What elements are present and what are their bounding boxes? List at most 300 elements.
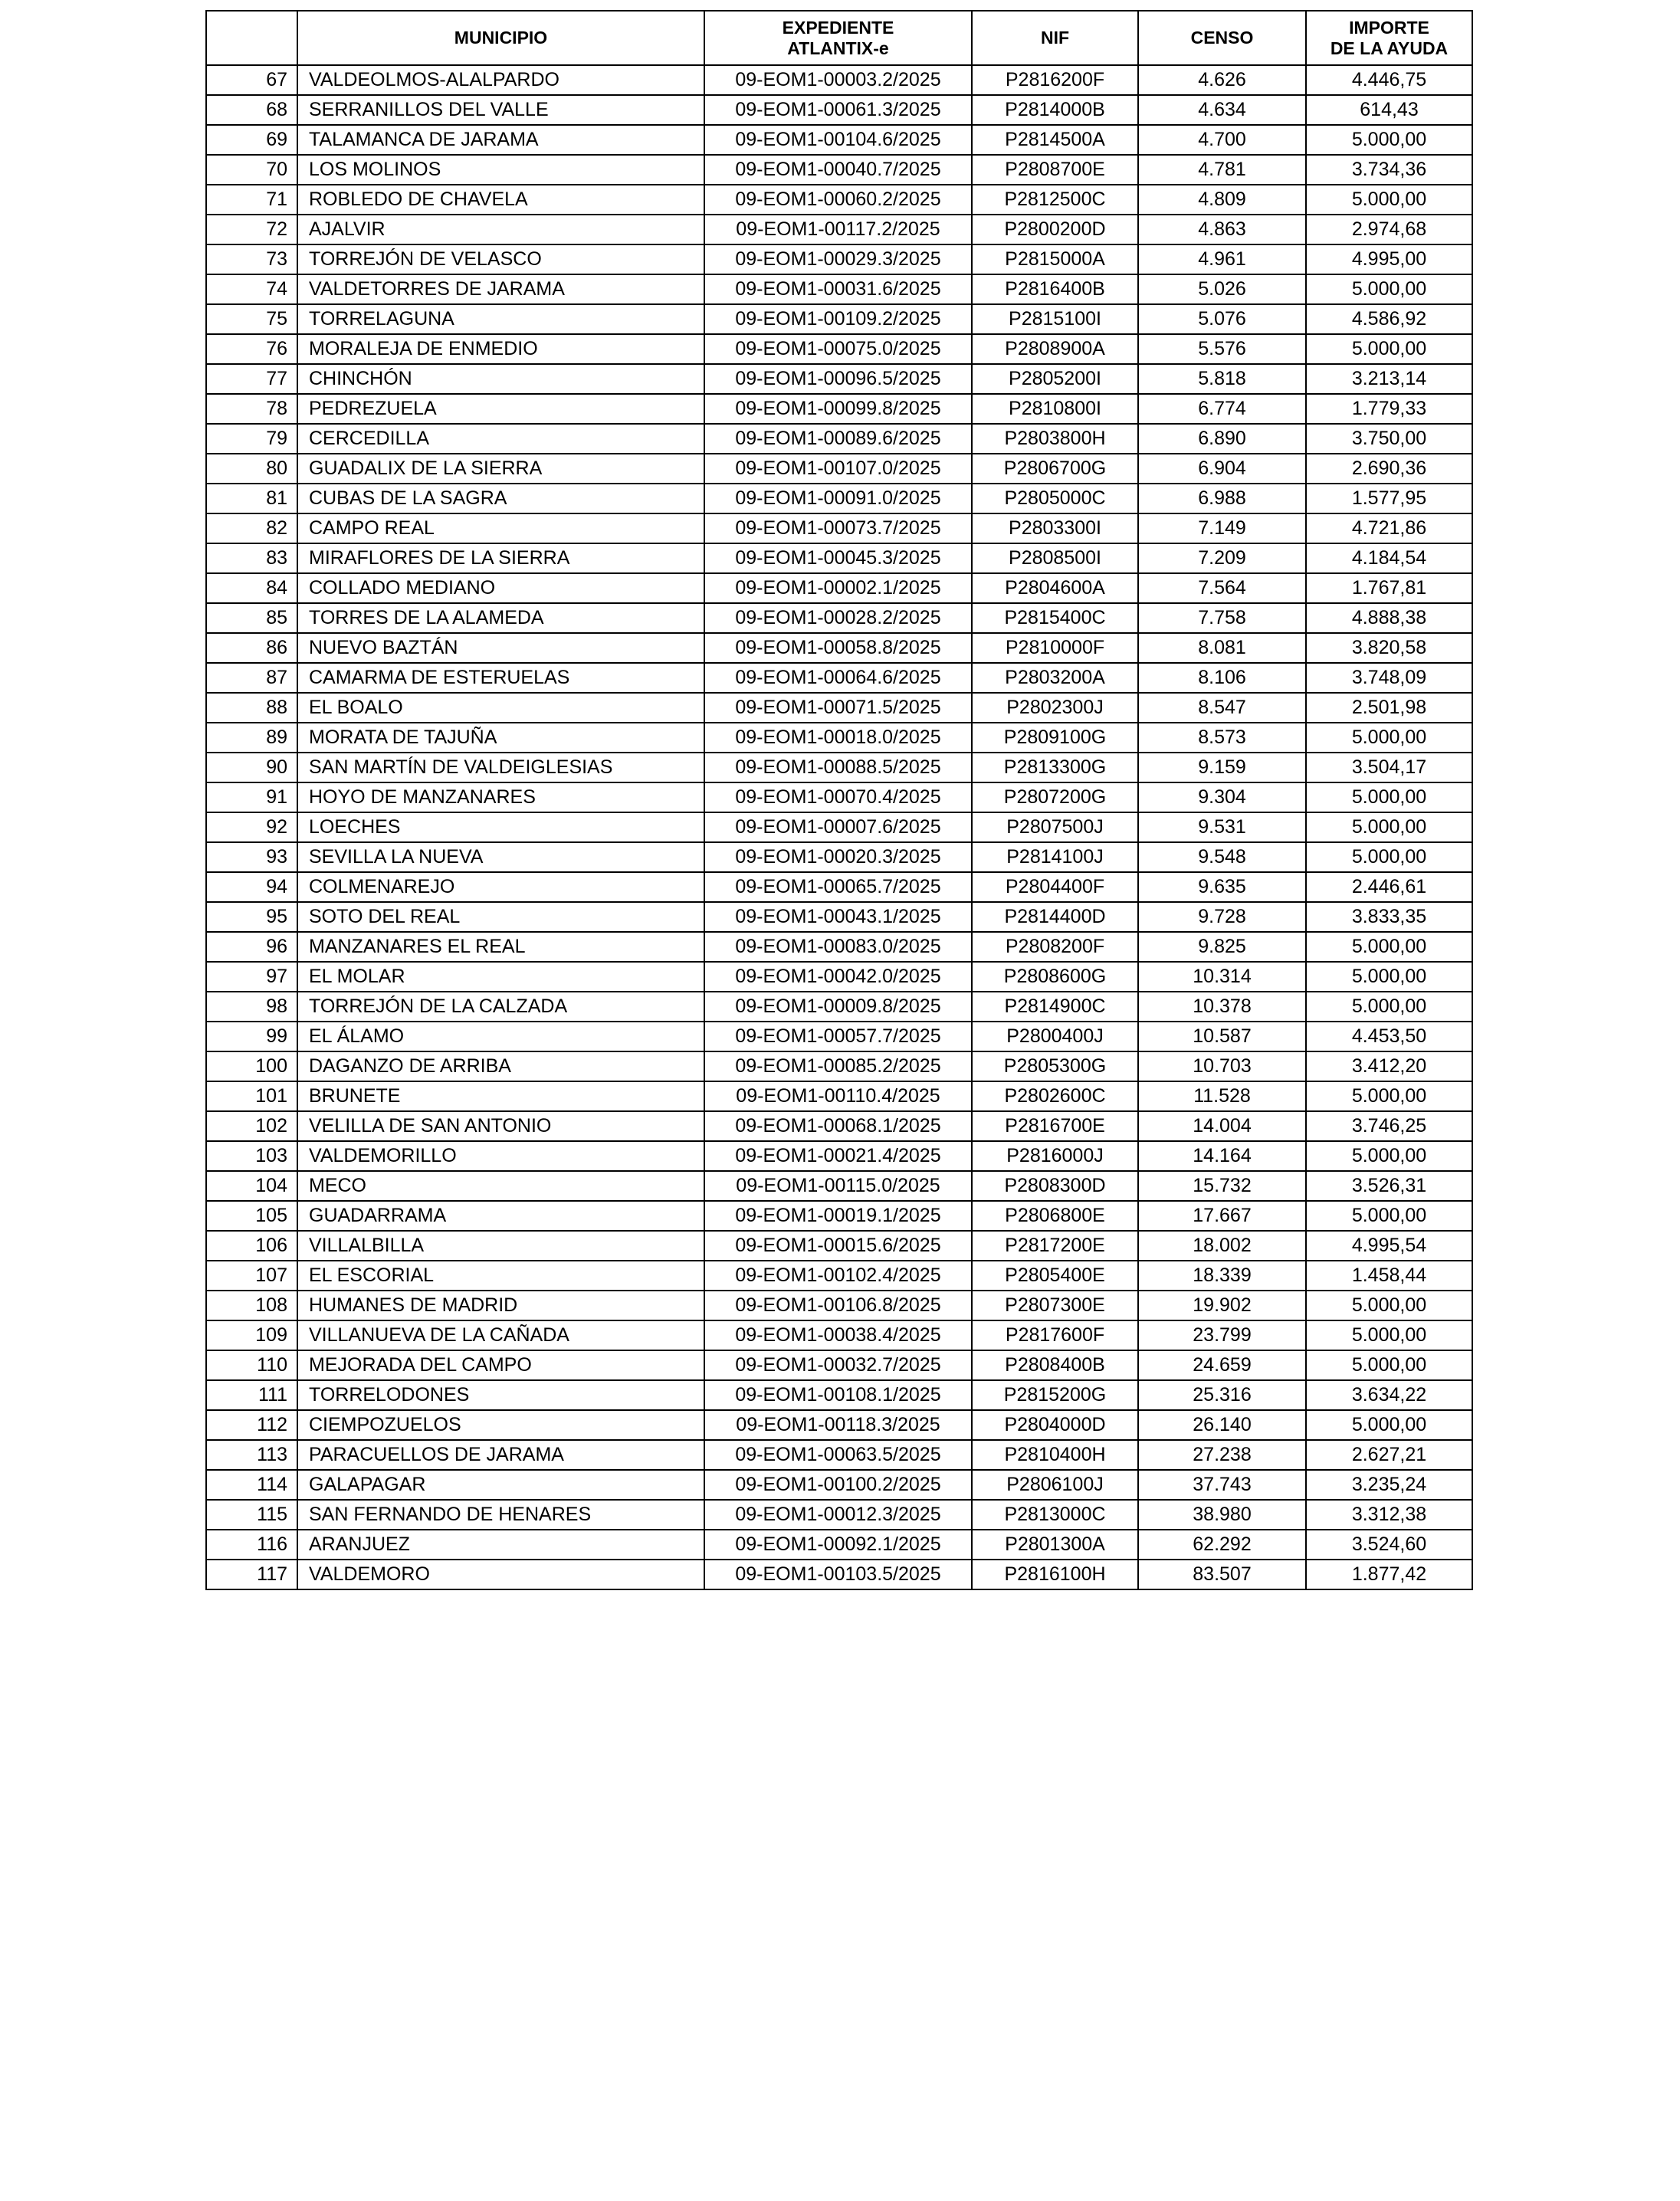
cell-importe: 5.000,00 (1306, 1410, 1472, 1440)
cell-censo: 6.904 (1138, 454, 1306, 484)
cell-censo: 25.316 (1138, 1380, 1306, 1410)
cell-expediente: 09-EOM1-00106.8/2025 (704, 1291, 972, 1320)
cell-importe: 5.000,00 (1306, 1350, 1472, 1380)
table-row (206, 782, 1472, 812)
cell-num: 108 (206, 1291, 297, 1320)
table-row (206, 1201, 1472, 1231)
table-row (206, 753, 1472, 782)
cell-num: 109 (206, 1320, 297, 1350)
cell-censo: 9.548 (1138, 842, 1306, 872)
cell-nif: P2814000B (972, 95, 1138, 125)
table-row (206, 1171, 1472, 1201)
table-row (206, 1440, 1472, 1470)
cell-expediente: 09-EOM1-00071.5/2025 (704, 693, 972, 723)
cell-num: 93 (206, 842, 297, 872)
header-num (206, 11, 297, 65)
cell-municipio: LOECHES (297, 812, 704, 842)
cell-censo: 7.149 (1138, 513, 1306, 543)
cell-num: 115 (206, 1500, 297, 1530)
cell-num: 89 (206, 723, 297, 753)
table-row (206, 902, 1472, 932)
header-censo: CENSO (1138, 11, 1306, 65)
cell-municipio: MORATA DE TAJUÑA (297, 723, 704, 753)
cell-num: 99 (206, 1022, 297, 1051)
cell-municipio: DAGANZO DE ARRIBA (297, 1051, 704, 1081)
cell-expediente: 09-EOM1-00042.0/2025 (704, 962, 972, 992)
cell-censo: 6.988 (1138, 484, 1306, 513)
cell-municipio: MIRAFLORES DE LA SIERRA (297, 543, 704, 573)
cell-expediente: 09-EOM1-00043.1/2025 (704, 902, 972, 932)
cell-nif: P2806800E (972, 1201, 1138, 1231)
table-row (206, 603, 1472, 633)
cell-municipio: CHINCHÓN (297, 364, 704, 394)
cell-municipio: EL ÁLAMO (297, 1022, 704, 1051)
cell-censo: 27.238 (1138, 1440, 1306, 1470)
cell-municipio: MECO (297, 1171, 704, 1201)
cell-importe: 3.734,36 (1306, 155, 1472, 185)
cell-censo: 18.339 (1138, 1261, 1306, 1291)
table-row (206, 1022, 1472, 1051)
cell-expediente: 09-EOM1-00108.1/2025 (704, 1380, 972, 1410)
cell-num: 94 (206, 872, 297, 902)
table-body (206, 65, 1472, 1589)
cell-importe: 3.524,60 (1306, 1530, 1472, 1560)
cell-expediente: 09-EOM1-00019.1/2025 (704, 1201, 972, 1231)
cell-nif: P2814100J (972, 842, 1138, 872)
cell-importe: 5.000,00 (1306, 842, 1472, 872)
cell-importe: 4.888,38 (1306, 603, 1472, 633)
cell-censo: 4.700 (1138, 125, 1306, 155)
cell-expediente: 09-EOM1-00110.4/2025 (704, 1081, 972, 1111)
cell-importe: 4.184,54 (1306, 543, 1472, 573)
cell-municipio: PEDREZUELA (297, 394, 704, 424)
cell-num: 88 (206, 693, 297, 723)
table-row (206, 932, 1472, 962)
cell-nif: P2807200G (972, 782, 1138, 812)
table-row (206, 1560, 1472, 1589)
cell-importe: 4.995,00 (1306, 244, 1472, 274)
cell-expediente: 09-EOM1-00029.3/2025 (704, 244, 972, 274)
cell-importe: 3.312,38 (1306, 1500, 1472, 1530)
cell-expediente: 09-EOM1-00102.4/2025 (704, 1261, 972, 1291)
cell-municipio: VALDEMORO (297, 1560, 704, 1589)
cell-num: 100 (206, 1051, 297, 1081)
cell-importe: 5.000,00 (1306, 992, 1472, 1022)
table-row (206, 1141, 1472, 1171)
cell-municipio: GALAPAGAR (297, 1470, 704, 1500)
cell-municipio: GUADALIX DE LA SIERRA (297, 454, 704, 484)
cell-municipio: VILLALBILLA (297, 1231, 704, 1261)
table-row (206, 1350, 1472, 1380)
table-row (206, 842, 1472, 872)
cell-censo: 26.140 (1138, 1410, 1306, 1440)
cell-municipio: NUEVO BAZTÁN (297, 633, 704, 663)
cell-nif: P2815100I (972, 304, 1138, 334)
cell-censo: 8.081 (1138, 633, 1306, 663)
cell-num: 69 (206, 125, 297, 155)
cell-importe: 1.767,81 (1306, 573, 1472, 603)
table-row (206, 1320, 1472, 1350)
cell-num: 92 (206, 812, 297, 842)
cell-num: 91 (206, 782, 297, 812)
cell-expediente: 09-EOM1-00061.3/2025 (704, 95, 972, 125)
cell-nif: P2815400C (972, 603, 1138, 633)
cell-importe: 2.974,68 (1306, 215, 1472, 244)
cell-censo: 4.961 (1138, 244, 1306, 274)
cell-expediente: 09-EOM1-00073.7/2025 (704, 513, 972, 543)
cell-municipio: TORRES DE LA ALAMEDA (297, 603, 704, 633)
cell-expediente: 09-EOM1-00092.1/2025 (704, 1530, 972, 1560)
cell-nif: P2803800H (972, 424, 1138, 454)
cell-num: 105 (206, 1201, 297, 1231)
cell-importe: 1.577,95 (1306, 484, 1472, 513)
cell-num: 95 (206, 902, 297, 932)
cell-num: 82 (206, 513, 297, 543)
cell-municipio: COLMENAREJO (297, 872, 704, 902)
cell-expediente: 09-EOM1-00057.7/2025 (704, 1022, 972, 1051)
cell-nif: P2814400D (972, 902, 1138, 932)
cell-nif: P2807500J (972, 812, 1138, 842)
cell-censo: 10.378 (1138, 992, 1306, 1022)
cell-municipio: MEJORADA DEL CAMPO (297, 1350, 704, 1380)
table-row (206, 992, 1472, 1022)
cell-num: 80 (206, 454, 297, 484)
cell-nif: P2816100H (972, 1560, 1138, 1589)
cell-importe: 4.586,92 (1306, 304, 1472, 334)
cell-nif: P2810400H (972, 1440, 1138, 1470)
cell-nif: P2802300J (972, 693, 1138, 723)
cell-nif: P2800400J (972, 1022, 1138, 1051)
cell-expediente: 09-EOM1-00109.2/2025 (704, 304, 972, 334)
cell-nif: P2810800I (972, 394, 1138, 424)
cell-num: 83 (206, 543, 297, 573)
cell-nif: P2804400F (972, 872, 1138, 902)
cell-expediente: 09-EOM1-00021.4/2025 (704, 1141, 972, 1171)
table-row (206, 633, 1472, 663)
table-row (206, 1291, 1472, 1320)
table-row (206, 185, 1472, 215)
table-row (206, 1530, 1472, 1560)
cell-municipio: ARANJUEZ (297, 1530, 704, 1560)
cell-municipio: TORRELAGUNA (297, 304, 704, 334)
cell-nif: P2808300D (972, 1171, 1138, 1201)
table-row (206, 543, 1472, 573)
cell-censo: 11.528 (1138, 1081, 1306, 1111)
cell-nif: P2808900A (972, 334, 1138, 364)
cell-importe: 5.000,00 (1306, 334, 1472, 364)
cell-nif: P2801300A (972, 1530, 1138, 1560)
header-importe-line1: IMPORTE (1349, 17, 1429, 38)
cell-importe: 5.000,00 (1306, 274, 1472, 304)
cell-municipio: PARACUELLOS DE JARAMA (297, 1440, 704, 1470)
cell-nif: P2810000F (972, 633, 1138, 663)
cell-nif: P2817600F (972, 1320, 1138, 1350)
cell-num: 86 (206, 633, 297, 663)
cell-importe: 4.453,50 (1306, 1022, 1472, 1051)
cell-num: 96 (206, 932, 297, 962)
cell-municipio: MORALEJA DE ENMEDIO (297, 334, 704, 364)
cell-expediente: 09-EOM1-00002.1/2025 (704, 573, 972, 603)
cell-importe: 3.748,09 (1306, 663, 1472, 693)
cell-num: 110 (206, 1350, 297, 1380)
cell-expediente: 09-EOM1-00089.6/2025 (704, 424, 972, 454)
cell-nif: P2803200A (972, 663, 1138, 693)
cell-importe: 3.833,35 (1306, 902, 1472, 932)
cell-municipio: TALAMANCA DE JARAMA (297, 125, 704, 155)
cell-expediente: 09-EOM1-00045.3/2025 (704, 543, 972, 573)
table-row (206, 1380, 1472, 1410)
cell-expediente: 09-EOM1-00065.7/2025 (704, 872, 972, 902)
cell-municipio: VILLANUEVA DE LA CAÑADA (297, 1320, 704, 1350)
cell-nif: P2800200D (972, 215, 1138, 244)
table-row (206, 454, 1472, 484)
cell-importe: 3.820,58 (1306, 633, 1472, 663)
header-importe-line2: DE LA AYUDA (1330, 38, 1449, 58)
cell-num: 73 (206, 244, 297, 274)
cell-importe: 5.000,00 (1306, 125, 1472, 155)
cell-importe: 1.458,44 (1306, 1261, 1472, 1291)
cell-censo: 4.626 (1138, 65, 1306, 95)
cell-municipio: TORRELODONES (297, 1380, 704, 1410)
cell-censo: 5.026 (1138, 274, 1306, 304)
cell-num: 74 (206, 274, 297, 304)
cell-censo: 5.818 (1138, 364, 1306, 394)
cell-nif: P2816400B (972, 274, 1138, 304)
cell-importe: 4.446,75 (1306, 65, 1472, 95)
cell-nif: P2816000J (972, 1141, 1138, 1171)
table-row (206, 1470, 1472, 1500)
cell-censo: 4.634 (1138, 95, 1306, 125)
cell-expediente: 09-EOM1-00040.7/2025 (704, 155, 972, 185)
cell-nif: P2803300I (972, 513, 1138, 543)
cell-nif: P2805200I (972, 364, 1138, 394)
cell-importe: 5.000,00 (1306, 932, 1472, 962)
table-row (206, 1500, 1472, 1530)
cell-importe: 3.526,31 (1306, 1171, 1472, 1201)
header-expediente-line1: EXPEDIENTE (782, 17, 894, 38)
cell-num: 98 (206, 992, 297, 1022)
cell-censo: 7.758 (1138, 603, 1306, 633)
table-row (206, 1410, 1472, 1440)
cell-nif: P2813300G (972, 753, 1138, 782)
cell-nif: P2808600G (972, 962, 1138, 992)
cell-expediente: 09-EOM1-00015.6/2025 (704, 1231, 972, 1261)
cell-importe: 1.877,42 (1306, 1560, 1472, 1589)
table-row (206, 872, 1472, 902)
cell-nif: P2802600C (972, 1081, 1138, 1111)
cell-expediente: 09-EOM1-00064.6/2025 (704, 663, 972, 693)
cell-censo: 37.743 (1138, 1470, 1306, 1500)
cell-municipio: SERRANILLOS DEL VALLE (297, 95, 704, 125)
cell-municipio: EL BOALO (297, 693, 704, 723)
cell-nif: P2805300G (972, 1051, 1138, 1081)
cell-expediente: 09-EOM1-00085.2/2025 (704, 1051, 972, 1081)
table-row (206, 304, 1472, 334)
cell-nif: P2814900C (972, 992, 1138, 1022)
cell-num: 103 (206, 1141, 297, 1171)
cell-censo: 8.573 (1138, 723, 1306, 753)
cell-expediente: 09-EOM1-00012.3/2025 (704, 1500, 972, 1530)
table-row (206, 334, 1472, 364)
cell-censo: 9.159 (1138, 753, 1306, 782)
cell-municipio: GUADARRAMA (297, 1201, 704, 1231)
cell-importe: 2.690,36 (1306, 454, 1472, 484)
cell-importe: 2.446,61 (1306, 872, 1472, 902)
cell-expediente: 09-EOM1-00028.2/2025 (704, 603, 972, 633)
cell-num: 70 (206, 155, 297, 185)
cell-nif: P2808700E (972, 155, 1138, 185)
cell-expediente: 09-EOM1-00032.7/2025 (704, 1350, 972, 1380)
cell-expediente: 09-EOM1-00020.3/2025 (704, 842, 972, 872)
cell-importe: 3.235,24 (1306, 1470, 1472, 1500)
cell-municipio: TORREJÓN DE VELASCO (297, 244, 704, 274)
cell-municipio: VALDETORRES DE JARAMA (297, 274, 704, 304)
header-expediente-line2: ATLANTIX-e (787, 38, 889, 58)
cell-municipio: SOTO DEL REAL (297, 902, 704, 932)
cell-importe: 614,43 (1306, 95, 1472, 125)
cell-expediente: 09-EOM1-00096.5/2025 (704, 364, 972, 394)
table-row (206, 215, 1472, 244)
cell-nif: P2805400E (972, 1261, 1138, 1291)
cell-censo: 4.781 (1138, 155, 1306, 185)
table-row (206, 1111, 1472, 1141)
cell-expediente: 09-EOM1-00018.0/2025 (704, 723, 972, 753)
cell-num: 71 (206, 185, 297, 215)
cell-importe: 3.504,17 (1306, 753, 1472, 782)
cell-municipio: TORREJÓN DE LA CALZADA (297, 992, 704, 1022)
table-row (206, 693, 1472, 723)
cell-num: 104 (206, 1171, 297, 1201)
table-row (206, 1081, 1472, 1111)
cell-num: 76 (206, 334, 297, 364)
cell-expediente: 09-EOM1-00009.8/2025 (704, 992, 972, 1022)
table-row (206, 65, 1472, 95)
cell-importe: 3.634,22 (1306, 1380, 1472, 1410)
cell-municipio: CUBAS DE LA SAGRA (297, 484, 704, 513)
cell-censo: 15.732 (1138, 1171, 1306, 1201)
header-nif: NIF (972, 11, 1138, 65)
cell-expediente: 09-EOM1-00100.2/2025 (704, 1470, 972, 1500)
cell-censo: 10.314 (1138, 962, 1306, 992)
cell-expediente: 09-EOM1-00117.2/2025 (704, 215, 972, 244)
cell-censo: 38.980 (1138, 1500, 1306, 1530)
cell-municipio: CIEMPOZUELOS (297, 1410, 704, 1440)
cell-importe: 3.412,20 (1306, 1051, 1472, 1081)
cell-municipio: VALDEMORILLO (297, 1141, 704, 1171)
cell-num: 102 (206, 1111, 297, 1141)
cell-municipio: VALDEOLMOS-ALALPARDO (297, 65, 704, 95)
cell-municipio: HUMANES DE MADRID (297, 1291, 704, 1320)
cell-nif: P2804600A (972, 573, 1138, 603)
table-row (206, 513, 1472, 543)
cell-num: 113 (206, 1440, 297, 1470)
cell-num: 112 (206, 1410, 297, 1440)
table-row (206, 663, 1472, 693)
cell-nif: P2815000A (972, 244, 1138, 274)
cell-municipio: MANZANARES EL REAL (297, 932, 704, 962)
cell-expediente: 09-EOM1-00038.4/2025 (704, 1320, 972, 1350)
cell-num: 72 (206, 215, 297, 244)
cell-censo: 4.863 (1138, 215, 1306, 244)
cell-num: 79 (206, 424, 297, 454)
cell-censo: 10.587 (1138, 1022, 1306, 1051)
table-row (206, 1261, 1472, 1291)
cell-expediente: 09-EOM1-00103.5/2025 (704, 1560, 972, 1589)
cell-nif: P2814500A (972, 125, 1138, 155)
cell-expediente: 09-EOM1-00007.6/2025 (704, 812, 972, 842)
cell-censo: 9.531 (1138, 812, 1306, 842)
cell-nif: P2812500C (972, 185, 1138, 215)
cell-num: 84 (206, 573, 297, 603)
cell-municipio: CAMARMA DE ESTERUELAS (297, 663, 704, 693)
cell-importe: 2.501,98 (1306, 693, 1472, 723)
cell-expediente: 09-EOM1-00031.6/2025 (704, 274, 972, 304)
cell-importe: 5.000,00 (1306, 1201, 1472, 1231)
cell-importe: 5.000,00 (1306, 723, 1472, 753)
header-municipio: MUNICIPIO (297, 11, 704, 65)
table-row (206, 573, 1472, 603)
cell-importe: 5.000,00 (1306, 782, 1472, 812)
cell-censo: 9.825 (1138, 932, 1306, 962)
cell-censo: 62.292 (1138, 1530, 1306, 1560)
cell-expediente: 09-EOM1-00070.4/2025 (704, 782, 972, 812)
cell-censo: 9.304 (1138, 782, 1306, 812)
cell-censo: 83.507 (1138, 1560, 1306, 1589)
table-row (206, 812, 1472, 842)
cell-importe: 5.000,00 (1306, 1081, 1472, 1111)
cell-expediente: 09-EOM1-00088.5/2025 (704, 753, 972, 782)
table-row (206, 155, 1472, 185)
header-row (206, 11, 1472, 65)
cell-num: 116 (206, 1530, 297, 1560)
cell-nif: P2805000C (972, 484, 1138, 513)
cell-importe: 1.779,33 (1306, 394, 1472, 424)
cell-censo: 9.635 (1138, 872, 1306, 902)
cell-nif: P2813000C (972, 1500, 1138, 1530)
table-row (206, 364, 1472, 394)
table-header (206, 11, 1472, 65)
cell-num: 101 (206, 1081, 297, 1111)
table-row (206, 962, 1472, 992)
cell-censo: 5.076 (1138, 304, 1306, 334)
cell-importe: 5.000,00 (1306, 1141, 1472, 1171)
cell-expediente: 09-EOM1-00118.3/2025 (704, 1410, 972, 1440)
cell-importe: 4.995,54 (1306, 1231, 1472, 1261)
cell-num: 111 (206, 1380, 297, 1410)
cell-importe: 5.000,00 (1306, 185, 1472, 215)
cell-municipio: CERCEDILLA (297, 424, 704, 454)
cell-expediente: 09-EOM1-00115.0/2025 (704, 1171, 972, 1201)
cell-expediente: 09-EOM1-00003.2/2025 (704, 65, 972, 95)
table-row (206, 244, 1472, 274)
cell-importe: 5.000,00 (1306, 1320, 1472, 1350)
table-row (206, 723, 1472, 753)
cell-municipio: HOYO DE MANZANARES (297, 782, 704, 812)
cell-municipio: EL MOLAR (297, 962, 704, 992)
cell-nif: P2808400B (972, 1350, 1138, 1380)
table-row (206, 394, 1472, 424)
cell-num: 114 (206, 1470, 297, 1500)
cell-nif: P2815200G (972, 1380, 1138, 1410)
cell-importe: 3.750,00 (1306, 424, 1472, 454)
table-row (206, 95, 1472, 125)
cell-importe: 3.746,25 (1306, 1111, 1472, 1141)
cell-censo: 19.902 (1138, 1291, 1306, 1320)
cell-censo: 6.890 (1138, 424, 1306, 454)
cell-expediente: 09-EOM1-00091.0/2025 (704, 484, 972, 513)
cell-municipio: ROBLEDO DE CHAVELA (297, 185, 704, 215)
cell-importe: 3.213,14 (1306, 364, 1472, 394)
